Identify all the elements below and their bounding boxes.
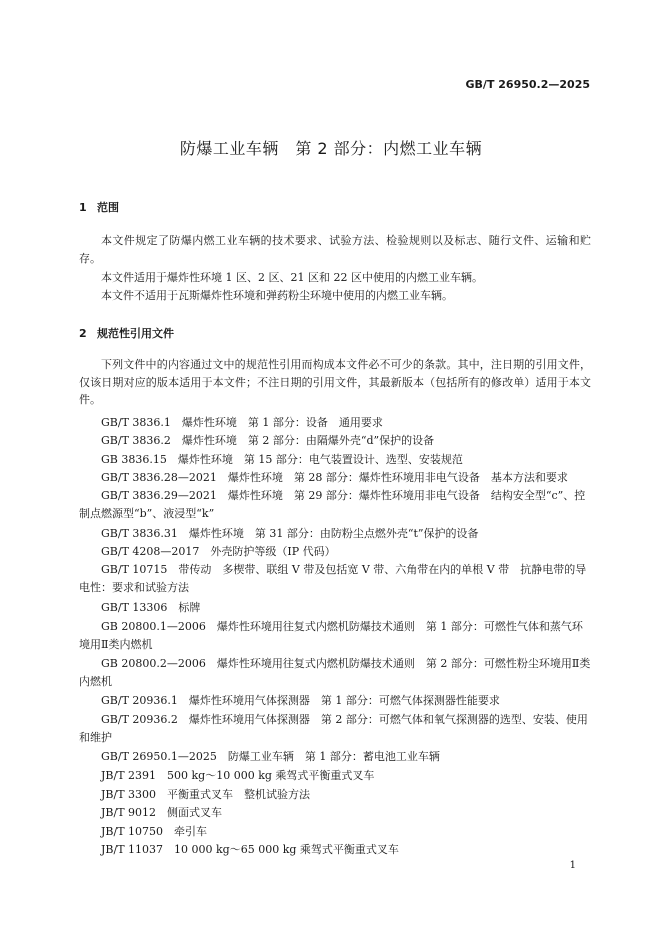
section-number: 2 <box>79 327 87 340</box>
paragraph: 本文件适用于爆炸性环境 1 区、2 区、21 区和 22 区中使用的内燃工业车辆。 <box>101 271 483 284</box>
section-1-heading <box>79 199 119 215</box>
reference-item: GB/T 3836.2 爆炸性环境 第 2 部分：由隔爆外壳“d”保护的设备 <box>101 434 435 447</box>
section-number: 1 <box>79 201 87 214</box>
reference-item: GB/T 10715 带传动 多楔带、联组 V 带及包括宽 V 带、六角带在内的单根 V 带 抗静电带的导电性：要求和试验方法 <box>79 563 587 594</box>
reference-item: GB 20800.1—2006 爆炸性环境用往复式内燃机防爆技术通则 第 1 部分：可燃性气体和蒸气环境用Ⅱ类内燃机 <box>79 620 583 651</box>
reference-item: GB/T 3836.29—2021 爆炸性环境 第 29 部分：爆炸性环境用非电气设备 结构安全型“c”、控制点燃源型“b”、液浸型“k” <box>79 489 586 520</box>
section-title: 规范性引用文件 <box>97 327 174 340</box>
reference-item: GB/T 20936.1 爆炸性环境用气体探测器 第 1 部分：可燃气体探测器性能要求 <box>101 694 500 707</box>
section-2-heading <box>79 325 174 341</box>
section-title: 范围 <box>97 201 119 214</box>
reference-item: GB/T 26950.1—2025 防爆工业车辆 第 1 部分：蓄电池工业车辆 <box>101 750 440 763</box>
reference-item: JB/T 10750 牵引车 <box>101 825 208 838</box>
reference-item: GB/T 13306 标牌 <box>101 601 201 614</box>
reference-item: JB/T 9012 侧面式叉车 <box>101 806 223 819</box>
standard-number: GB/T 26950.2—2025 <box>465 78 590 91</box>
reference-item: GB/T 3836.1 爆炸性环境 第 1 部分：设备 通用要求 <box>101 416 383 429</box>
page-number: 1 <box>569 860 576 871</box>
reference-item: GB/T 20936.2 爆炸性环境用气体探测器 第 2 部分：可燃气体和氧气探测器的选型、安装、使用和维护 <box>79 713 588 744</box>
reference-item: JB/T 2391 500 kg～10 000 kg 乘驾式平衡重式叉车 <box>101 769 375 782</box>
paragraph: 下列文件中的内容通过文中的规范性引用而构成本文件必不可少的条款。其中，注日期的引用文件，仅该日期对应的版本适用于本文件；不注日期的引用文件，其最新版本（包括所有的修改单）适用于本文件。 <box>79 358 591 406</box>
reference-item: GB/T 4208—2017 外壳防护等级（IP 代码） <box>101 545 336 558</box>
document-title: 防爆工业车辆 第 2 部分：内燃工业车辆 <box>179 139 483 158</box>
paragraph: 本文件规定了防爆内燃工业车辆的技术要求、试验方法、检验规则以及标志、随行文件、运输和贮存。 <box>79 234 591 265</box>
reference-item: GB/T 3836.31 爆炸性环境 第 31 部分：由防粉尘点燃外壳“t”保护的设备 <box>101 527 479 540</box>
reference-item: JB/T 3300 平衡重式叉车 整机试验方法 <box>101 788 311 801</box>
reference-item: GB 20800.2—2006 爆炸性环境用往复式内燃机防爆技术通则 第 2 部分：可燃性粉尘环境用Ⅱ类内燃机 <box>79 657 591 688</box>
reference-item: GB 3836.15 爆炸性环境 第 15 部分：电气装置设计、选型、安装规范 <box>101 453 463 466</box>
reference-item: GB/T 3836.28—2021 爆炸性环境 第 28 部分：爆炸性环境用非电气设备 基本方法和要求 <box>101 471 568 484</box>
reference-item: JB/T 11037 10 000 kg～65 000 kg 乘驾式平衡重式叉车 <box>101 843 399 856</box>
paragraph: 本文件不适用于瓦斯爆炸性环境和弹药粉尘环境中使用的内燃工业车辆。 <box>101 289 453 302</box>
